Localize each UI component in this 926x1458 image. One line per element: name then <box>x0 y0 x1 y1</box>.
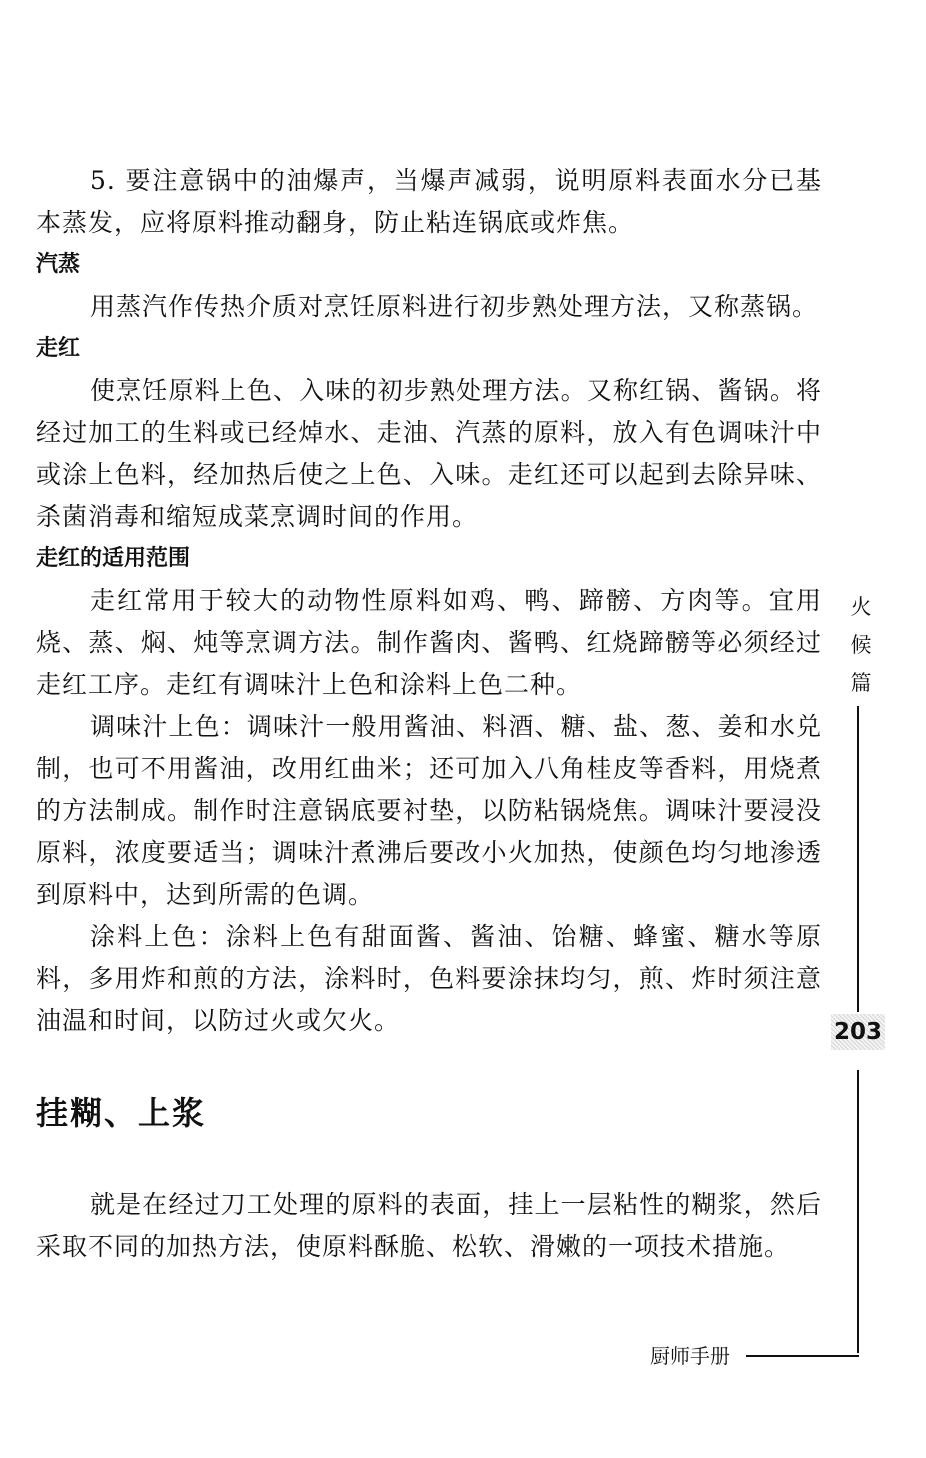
paragraph-oil-sound: 5. 要注意锅中的油爆声，当爆声减弱，说明原料表面水分已基本蒸发，应将原料推动翻身，防止粘连锅底或炸焦。 <box>36 166 822 237</box>
chapter-side-label <box>846 588 876 702</box>
paragraph-sauce-coloring: 调味汁上色：调味汁一般用酱油、料酒、糖、盐、葱、姜和水兑制，也可不用酱油，改用红曲米；还可加入八角桂皮等香料，用烧煮的方法制成。制作时注意锅底要衬垫，以防粘锅烧焦。调味汁要浸没原料，浓度要适当；调味汁煮沸后要改小火加热，使颜色均匀地渗透到原料中，达到所需的色调。 <box>36 712 822 909</box>
page-number: 203 <box>831 1014 885 1050</box>
paragraph-scope-intro: 走红常用于较大的动物性原料如鸡、鸭、蹄髈、方肉等。宜用烧、蒸、焖、炖等烹调方法。制作酱肉、酱鸭、红烧蹄髈等必须经过走红工序。走红有调味汁上色和涂料上色二种。 <box>36 586 822 699</box>
heading-zouhong-scope: 走红的适用范围 <box>36 546 191 571</box>
side-label-char-2: 候 <box>850 633 872 657</box>
footer-rule <box>746 1355 859 1357</box>
paragraph-steam: 用蒸汽作传热介质对烹饪原料进行初步熟处理方法，又称蒸锅。 <box>90 292 819 321</box>
margin-rule-top <box>857 706 859 1012</box>
section-title-batter: 挂糊、上浆 <box>36 1094 207 1132</box>
heading-zouhong: 走红 <box>36 336 81 361</box>
paragraph-zouhong: 使烹饪原料上色、入味的初步熟处理方法。又称红锅、酱锅。将经过加工的生料或已经焯水、走油、汽蒸的原料，放入有色调味汁中或涂上色料，经加热后使之上色、入味。走红还可以起到去除异味、杀菌消毒和缩短成菜烹调时间的作用。 <box>36 376 822 531</box>
main-text-column <box>36 160 822 1268</box>
side-label-char-3: 篇 <box>850 671 872 695</box>
margin-rule-bottom <box>857 1070 859 1353</box>
heading-steam: 汽蒸 <box>36 252 81 277</box>
paragraph-paint-coloring: 涂料上色：涂料上色有甜面酱、酱油、饴糖、蜂蜜、糖水等原料，多用炸和煎的方法，涂料时，色料要涂抹均匀，煎、炸时须注意油温和时间，以防过火或欠火。 <box>36 922 822 1035</box>
paragraph-batter: 就是在经过刀工处理的原料的表面，挂上一层粘性的糊浆，然后采取不同的加热方法，使原料酥脆、松软、滑嫩的一项技术措施。 <box>36 1190 822 1261</box>
footer-book-title: 厨师手册 <box>650 1344 730 1368</box>
side-label-char-1: 火 <box>850 595 872 619</box>
